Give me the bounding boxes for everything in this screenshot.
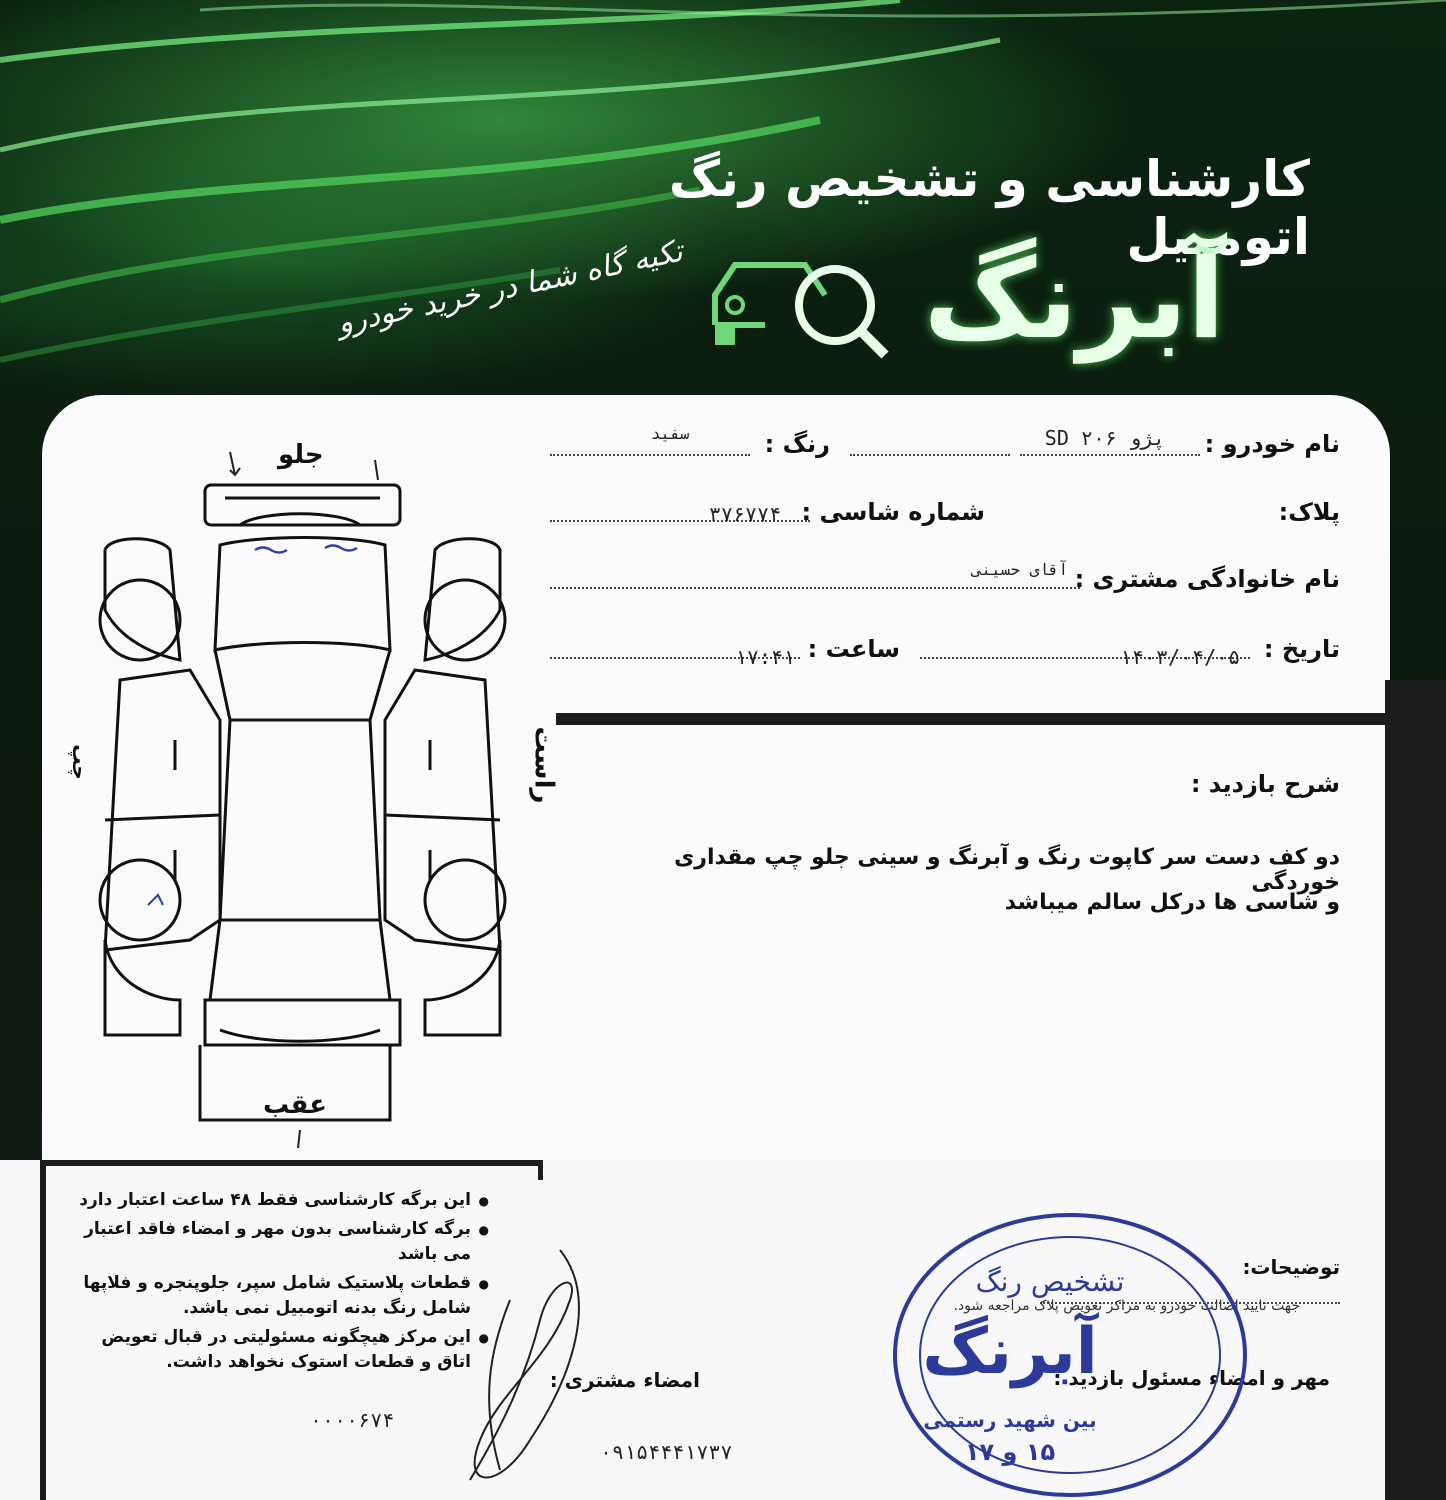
- car-magnifier-icon: [695, 235, 895, 365]
- note-item: ● قطعات پلاستیک شامل سپر، جلوپنجره و فلاپها شامل رنگ بدنه اتومبیل نمی باشد.: [62, 1271, 471, 1321]
- car-outline-drawing: [80, 440, 550, 1160]
- customer-signature: [440, 1240, 610, 1500]
- frame-left: [40, 1160, 46, 1500]
- stamp-bottom-text: بین شهید رستمی: [923, 1408, 1097, 1432]
- color-value: سفید: [650, 424, 690, 443]
- car-diagram: [67, 440, 559, 1160]
- frame-right: [1385, 680, 1446, 1500]
- stamp-number-text: ۱۵ و ۱۷: [964, 1438, 1056, 1466]
- note-item: ● این برگه کارشناسی فقط ۴۸ ساعت اعتبار دارد: [62, 1188, 471, 1213]
- chassis-label: شماره شاسی :: [801, 498, 985, 526]
- date-value: ۱۴۰۳/۰۴/۰۵: [1119, 645, 1241, 669]
- note-item: ● این مرکز هیچگونه مسئولیتی در قبال تعویض اتاق و قطعات استوک نخواهد داشت.: [62, 1325, 471, 1375]
- description-line-1: دو کف دست سر کاپوت رنگ و آبرنگ و سینی جلو چپ مقداری خوردگی: [674, 845, 1340, 895]
- chassis-value: ۳۷۶۷۷۴: [708, 502, 782, 526]
- serial-number: ۰۰۰۰۶۷۴: [310, 1408, 395, 1432]
- notes-list: [62, 1188, 487, 1379]
- color-dots-left: [550, 452, 750, 456]
- stamp-brand-text: آبرنگ: [922, 1315, 1098, 1389]
- customer-sign-label: امضاء مشتری :: [549, 1368, 700, 1392]
- time-value: ۱۷:۴۱: [734, 645, 796, 669]
- color-label: رنگ :: [764, 430, 830, 458]
- separator-bar-bottom: [40, 1160, 540, 1166]
- plate-label: پلاک:: [1278, 498, 1340, 526]
- separator-bar: [556, 713, 1386, 725]
- car-name-dots: [1020, 452, 1200, 456]
- note-item: ● برگه کارشناسی بدون مهر و امضاء فاقد اعتبار می باشد: [62, 1217, 471, 1267]
- stamp-top-text: تشخیص رنگ: [975, 1265, 1125, 1298]
- diagram-rear-label: عقب: [263, 1090, 327, 1120]
- header-title: کارشناسی و تشخیص رنگ اتومبیل: [668, 150, 1310, 266]
- car-name-value: پژو ۲۰۶ SD: [1044, 426, 1166, 450]
- customer-dots: [550, 585, 1080, 589]
- diagram-left-label: چپ: [67, 744, 92, 780]
- diagram-front-label: جلو: [278, 440, 324, 470]
- time-label: ساعت :: [807, 635, 900, 663]
- customer-label: نام خانوادگی مشتری :: [1074, 565, 1340, 593]
- remarks-text: جهت تایید اصالت خودرو به مراکز تعویض پلاک مراجعه شود.: [953, 1298, 1300, 1314]
- slogan: تکیه گاه شما در خرید خودرو: [334, 233, 686, 342]
- description-line-2: و شاسی ها درکل سالم میباشد: [1004, 890, 1340, 915]
- car-name-label: نام خودرو :: [1204, 430, 1340, 458]
- diagram-right-label: راست: [528, 726, 559, 804]
- separator-vertical: [538, 1160, 543, 1180]
- brand-logo-text: آبرنگ: [923, 235, 1225, 363]
- inspector-sign-label: مهر و امضاء مسئول بازدید :: [1053, 1366, 1330, 1390]
- remarks-label: توضیحات:: [1242, 1255, 1340, 1279]
- description-title: شرح بازدید :: [1190, 770, 1340, 798]
- customer-value: آقای حسینی: [971, 560, 1069, 579]
- date-label: تاریخ :: [1263, 635, 1340, 663]
- color-dots-right: [850, 452, 1010, 456]
- phone-number: ۰۹۱۵۴۴۴۱۷۳۷: [600, 1440, 733, 1464]
